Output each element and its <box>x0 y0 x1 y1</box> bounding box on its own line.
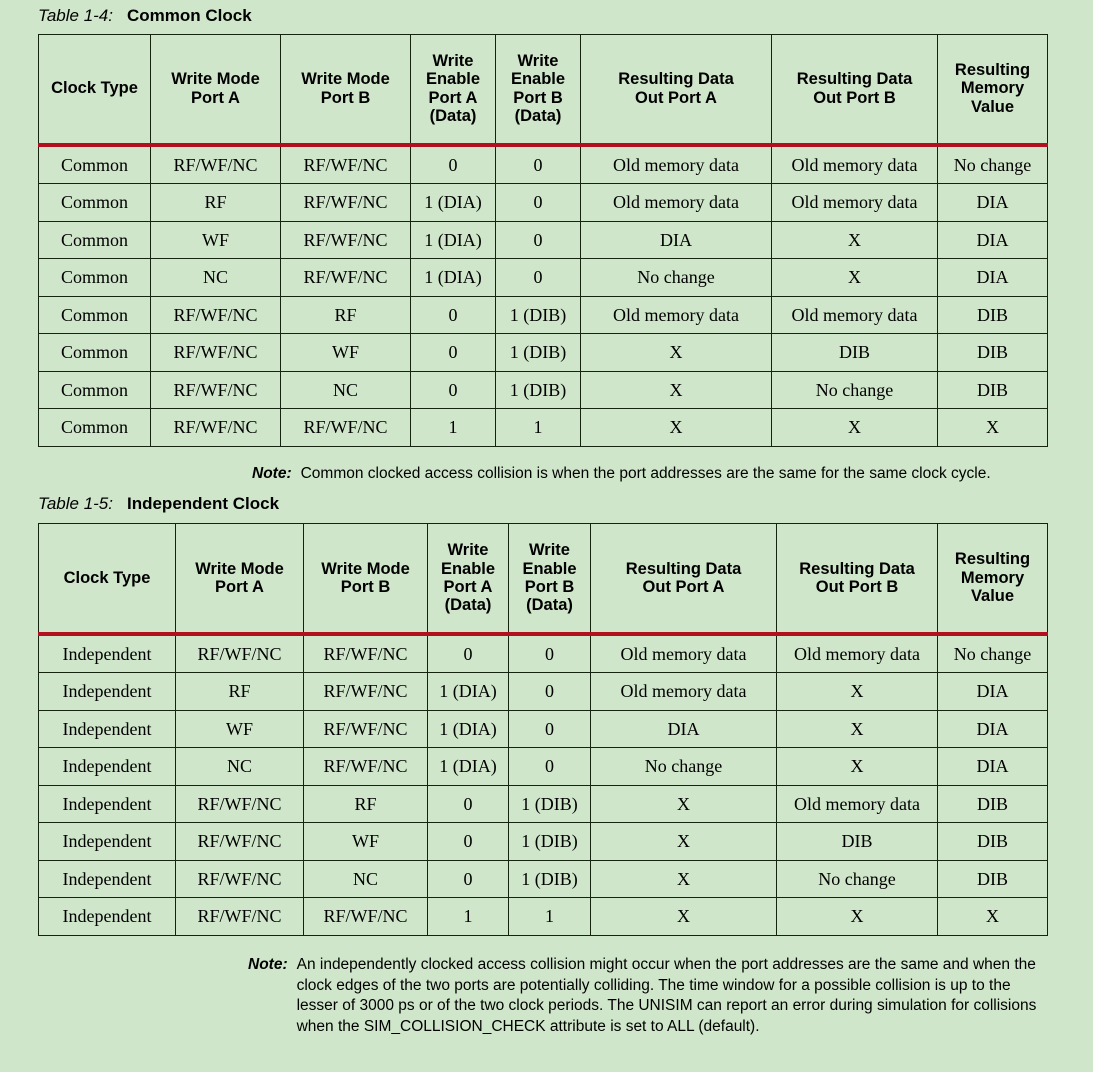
table-cell: WF <box>304 823 428 861</box>
table-header-row <box>39 523 1048 634</box>
table-cell: Common <box>39 409 151 447</box>
table-row <box>39 409 1048 447</box>
column-header-resulting-data-out-port-a: Resulting Data Out Port A <box>581 34 772 145</box>
table-cell: DIA <box>938 221 1048 259</box>
table-1-4-caption <box>0 0 1093 26</box>
table-cell: 1 (DIB) <box>496 296 581 334</box>
table-cell: 0 <box>428 860 509 898</box>
table-cell: RF/WF/NC <box>281 259 411 297</box>
table-cell: 1 (DIA) <box>411 221 496 259</box>
table-row <box>39 259 1048 297</box>
table-cell: X <box>591 823 777 861</box>
note-text: An independently clocked access collision might occur when the port addresses are the same and when the clock edges of the two ports are potentially colliding. The time window for a possible collision is up to the lesser of 3000 ps or of the two clock periods. The UNISIM can report an error during simulation for collisions when the SIM_COLLISION_CHECK attribute is set to ALL (default). <box>296 955 1037 1035</box>
table-cell: 0 <box>496 221 581 259</box>
table-1-4-body <box>39 145 1048 447</box>
table-1-4-caption-label: Table 1-4: <box>38 6 113 25</box>
note-text: Common clocked access collision is when the port addresses are the same for the same clock cycle. <box>300 464 991 482</box>
table-cell: X <box>777 673 938 711</box>
table-cell: DIA <box>591 710 777 748</box>
table-row <box>39 748 1048 786</box>
table-cell: 1 (DIA) <box>428 710 509 748</box>
table-cell: No change <box>591 748 777 786</box>
table-row <box>39 785 1048 823</box>
table-cell: X <box>772 409 938 447</box>
table-row <box>39 673 1048 711</box>
table-1-5-caption <box>0 495 1093 514</box>
table-1-5-caption-title: Independent Clock <box>126 494 280 514</box>
table-cell: No change <box>581 259 772 297</box>
table-1-5-caption-label: Table 1-5: <box>38 494 113 514</box>
note-independent-clock <box>0 955 1093 1037</box>
table-cell: Common <box>39 334 151 372</box>
table-cell: 0 <box>496 145 581 184</box>
table-cell: 1 (DIB) <box>509 823 591 861</box>
table-cell: RF/WF/NC <box>176 860 304 898</box>
table-cell: Common <box>39 371 151 409</box>
table-cell: RF/WF/NC <box>151 145 281 184</box>
table-cell: Old memory data <box>772 145 938 184</box>
table-cell: NC <box>304 860 428 898</box>
table-cell: NC <box>151 259 281 297</box>
table-cell: 0 <box>428 785 509 823</box>
column-header-write-mode-port-a: Write Mode Port A <box>151 34 281 145</box>
table-cell: Common <box>39 145 151 184</box>
table-cell: Old memory data <box>772 296 938 334</box>
table-cell: RF <box>176 673 304 711</box>
table-cell: Common <box>39 296 151 334</box>
column-header-resulting-memory-value: Resulting Memory Value <box>938 523 1048 634</box>
table-row <box>39 145 1048 184</box>
table-cell: RF/WF/NC <box>304 673 428 711</box>
table-cell: X <box>581 334 772 372</box>
table-row <box>39 710 1048 748</box>
table-cell: RF/WF/NC <box>304 634 428 673</box>
table-row <box>39 296 1048 334</box>
table-1-5-container <box>0 523 1093 936</box>
table-cell: X <box>772 259 938 297</box>
table-cell: Independent <box>39 634 176 673</box>
table-1-4-header <box>39 34 1048 145</box>
table-cell: NC <box>281 371 411 409</box>
table-cell: Old memory data <box>777 785 938 823</box>
table-cell: X <box>581 371 772 409</box>
table-cell: 1 <box>496 409 581 447</box>
table-cell: Common <box>39 221 151 259</box>
column-header-write-mode-port-b: Write Mode Port B <box>304 523 428 634</box>
table-1-5-body <box>39 634 1048 936</box>
table-cell: 1 (DIA) <box>428 673 509 711</box>
table-row <box>39 184 1048 222</box>
table-cell: RF/WF/NC <box>176 634 304 673</box>
table-cell: 1 <box>509 898 591 936</box>
table-cell: DIA <box>581 221 772 259</box>
table-cell: 0 <box>509 673 591 711</box>
table-cell: 0 <box>496 259 581 297</box>
table-cell: X <box>777 710 938 748</box>
column-header-resulting-data-out-port-b: Resulting Data Out Port B <box>772 34 938 145</box>
table-cell: X <box>581 409 772 447</box>
table-cell: No change <box>938 145 1048 184</box>
table-cell: RF <box>281 296 411 334</box>
column-header-write-enable-port-a: Write Enable Port A (Data) <box>428 523 509 634</box>
table-cell: WF <box>281 334 411 372</box>
table-cell: DIA <box>938 748 1048 786</box>
table-cell: RF/WF/NC <box>176 898 304 936</box>
table-cell: RF/WF/NC <box>151 296 281 334</box>
table-cell: 1 (DIB) <box>509 785 591 823</box>
table-row <box>39 371 1048 409</box>
table-cell: Common <box>39 184 151 222</box>
table-cell: 1 (DIA) <box>428 748 509 786</box>
table-row <box>39 221 1048 259</box>
table-cell: 1 (DIB) <box>496 371 581 409</box>
table-cell: RF/WF/NC <box>304 710 428 748</box>
table-cell: Independent <box>39 748 176 786</box>
table-cell: 0 <box>496 184 581 222</box>
table-cell: X <box>777 748 938 786</box>
note-label: Note: <box>252 464 292 482</box>
table-cell: 1 <box>428 898 509 936</box>
table-cell: X <box>938 898 1048 936</box>
table-cell: X <box>591 785 777 823</box>
table-cell: RF <box>151 184 281 222</box>
table-row <box>39 898 1048 936</box>
column-header-resulting-data-out-port-a: Resulting Data Out Port A <box>591 523 777 634</box>
table-cell: X <box>591 860 777 898</box>
table-cell: WF <box>176 710 304 748</box>
table-cell: RF/WF/NC <box>304 748 428 786</box>
table-row <box>39 334 1048 372</box>
table-cell: Common <box>39 259 151 297</box>
table-cell: Independent <box>39 898 176 936</box>
table-cell: RF/WF/NC <box>281 409 411 447</box>
table-cell: 0 <box>411 145 496 184</box>
table-cell: DIB <box>938 296 1048 334</box>
table-row <box>39 823 1048 861</box>
table-cell: 0 <box>509 748 591 786</box>
table-cell: X <box>777 898 938 936</box>
table-cell: 0 <box>411 296 496 334</box>
table-cell: 1 <box>411 409 496 447</box>
table-cell: RF/WF/NC <box>281 184 411 222</box>
table-cell: DIB <box>777 823 938 861</box>
table-cell: DIA <box>938 710 1048 748</box>
table-cell: RF/WF/NC <box>151 334 281 372</box>
column-header-resulting-memory-value: Resulting Memory Value <box>938 34 1048 145</box>
table-cell: 0 <box>509 710 591 748</box>
table-cell: RF/WF/NC <box>176 785 304 823</box>
table-1-5-header <box>39 523 1048 634</box>
column-header-clock-type: Clock Type <box>39 34 151 145</box>
table-cell: 0 <box>411 334 496 372</box>
table-cell: X <box>772 221 938 259</box>
column-header-write-enable-port-a: Write Enable Port A (Data) <box>411 34 496 145</box>
table-cell: DIB <box>938 785 1048 823</box>
table-cell: No change <box>772 371 938 409</box>
table-cell: Old memory data <box>772 184 938 222</box>
table-1-5 <box>38 523 1048 936</box>
column-header-write-enable-port-b: Write Enable Port B (Data) <box>496 34 581 145</box>
table-cell: 0 <box>428 634 509 673</box>
table-cell: RF/WF/NC <box>151 371 281 409</box>
table-1-4-caption-title: Common Clock <box>126 6 252 25</box>
table-cell: Independent <box>39 673 176 711</box>
table-cell: 0 <box>411 371 496 409</box>
table-cell: Independent <box>39 860 176 898</box>
table-cell: Old memory data <box>581 145 772 184</box>
table-cell: Independent <box>39 823 176 861</box>
table-cell: RF/WF/NC <box>304 898 428 936</box>
table-cell: No change <box>777 860 938 898</box>
table-row <box>39 634 1048 673</box>
table-cell: RF/WF/NC <box>151 409 281 447</box>
table-cell: DIB <box>772 334 938 372</box>
table-cell: 0 <box>428 823 509 861</box>
table-header-row <box>39 34 1048 145</box>
table-cell: Old memory data <box>581 184 772 222</box>
table-cell: 1 (DIB) <box>509 860 591 898</box>
table-cell: DIB <box>938 823 1048 861</box>
table-cell: 1 (DIA) <box>411 259 496 297</box>
table-cell: WF <box>151 221 281 259</box>
table-cell: Old memory data <box>581 296 772 334</box>
table-cell: RF/WF/NC <box>176 823 304 861</box>
table-cell: 0 <box>509 634 591 673</box>
column-header-write-mode-port-a: Write Mode Port A <box>176 523 304 634</box>
table-cell: RF <box>304 785 428 823</box>
table-1-4 <box>38 34 1048 447</box>
table-cell: No change <box>938 634 1048 673</box>
note-common-clock <box>0 464 1093 485</box>
table-cell: DIB <box>938 371 1048 409</box>
table-cell: Old memory data <box>777 634 938 673</box>
table-cell: 1 (DIA) <box>411 184 496 222</box>
table-cell: Old memory data <box>591 634 777 673</box>
column-header-clock-type: Clock Type <box>39 523 176 634</box>
table-cell: RF/WF/NC <box>281 145 411 184</box>
table-cell: Old memory data <box>591 673 777 711</box>
table-cell: DIB <box>938 860 1048 898</box>
table-cell: Independent <box>39 710 176 748</box>
note-label: Note: <box>248 955 288 973</box>
table-cell: X <box>591 898 777 936</box>
column-header-write-enable-port-b: Write Enable Port B (Data) <box>509 523 591 634</box>
table-cell: 1 (DIB) <box>496 334 581 372</box>
table-cell: Independent <box>39 785 176 823</box>
table-1-4-container <box>0 34 1093 447</box>
table-cell: DIB <box>938 334 1048 372</box>
table-row <box>39 860 1048 898</box>
table-cell: DIA <box>938 673 1048 711</box>
table-cell: DIA <box>938 184 1048 222</box>
table-cell: X <box>938 409 1048 447</box>
table-cell: RF/WF/NC <box>281 221 411 259</box>
column-header-resulting-data-out-port-b: Resulting Data Out Port B <box>777 523 938 634</box>
column-header-write-mode-port-b: Write Mode Port B <box>281 34 411 145</box>
table-cell: DIA <box>938 259 1048 297</box>
table-cell: NC <box>176 748 304 786</box>
